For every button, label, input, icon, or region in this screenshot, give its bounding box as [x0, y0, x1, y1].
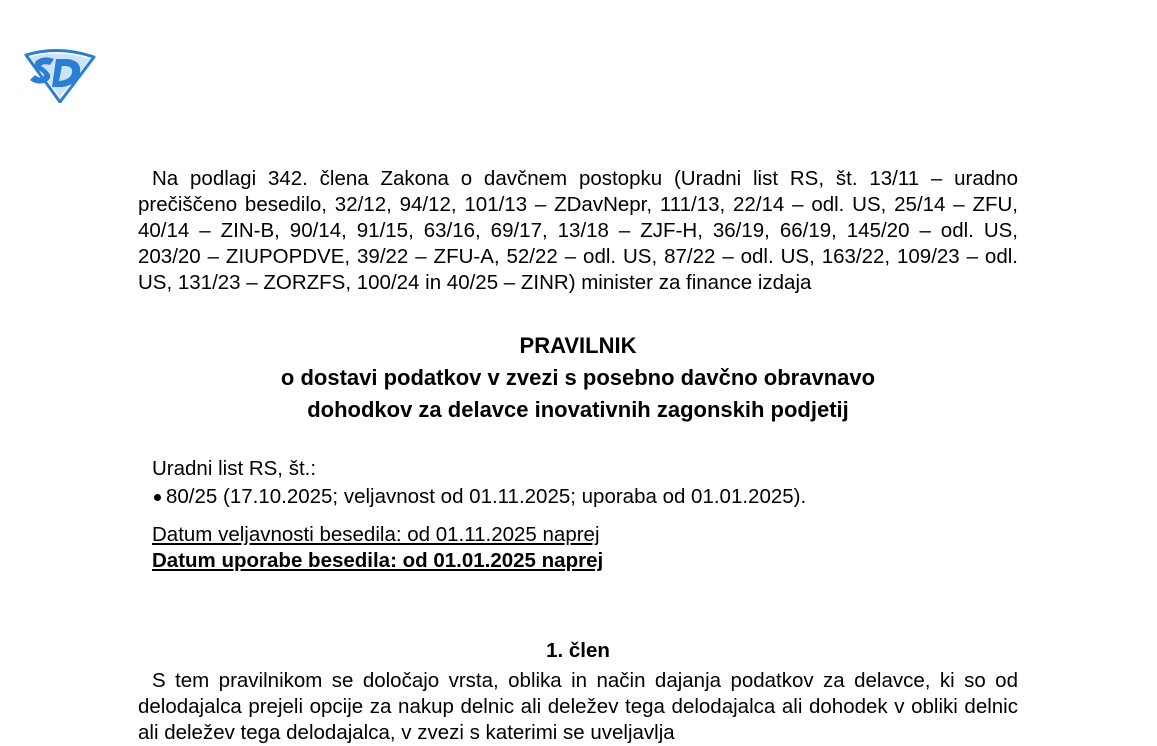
- gazette-entry: [152, 484, 1018, 510]
- document-title: [138, 330, 1018, 426]
- bullet-icon: [154, 494, 161, 501]
- title-main: PRAVILNIK: [519, 333, 637, 358]
- article-1-text: S tem pravilnikom se določajo vrsta, oblika in način dajanja podatkov za delavce, ki so od delodajalca prejeli opcije za nakup delnic ali deležev tega delodajalca ali dohodek v obliki delnic ali deležev tega delodajalca, v zvezi s katerimi se uveljavlja: [138, 669, 1018, 744]
- document-body: [138, 166, 1018, 746]
- title-line-2: dohodkov za delavce inovativnih zagonskih podjetij: [307, 397, 849, 422]
- gazette-entry-text: 80/25 (17.10.2025; veljavnost od 01.11.2025; uporaba od 01.01.2025).: [166, 485, 807, 508]
- title-line-1: o dostavi podatkov v zvezi s posebno davčno obravnavo: [280, 365, 876, 390]
- article-1-heading: 1. člen: [546, 639, 610, 662]
- validity-dates: [138, 522, 1018, 574]
- usage-date: Datum uporabe besedila: od 01.01.2025 naprej: [152, 549, 604, 572]
- preamble-paragraph: Na podlagi 342. člena Zakona o davčnem postopku (Uradni list RS, št. 13/11 – uradno prečiščeno besedilo, 32/12, 94/12, 101/13 – ZDavNepr, 111/13, 22/14 – odl. US, 25/14 – ZFU, 40/14 – ZIN-B, 90/14, 91/15, 63/16, 69/17, 13/18 – ZJF-H, 36/19, 66/19, 145/20 – odl. US, 203/20 – ZIUPOPDVE, 39/22 – ZFU-A, 52/22 – odl. US, 87/22 – odl. US, 163/22, 109/23 – odl. US, 131/23 – ZORZFS, 100/24 in 40/25 – ZINR) minister za finance izdaja: [138, 167, 1018, 294]
- sd-logo-icon: [22, 47, 96, 103]
- gazette-label: Uradni list RS, št.:: [152, 457, 317, 480]
- gazette-reference: [138, 456, 1018, 510]
- validity-date: Datum veljavnosti besedila: od 01.11.2025 naprej: [152, 523, 600, 546]
